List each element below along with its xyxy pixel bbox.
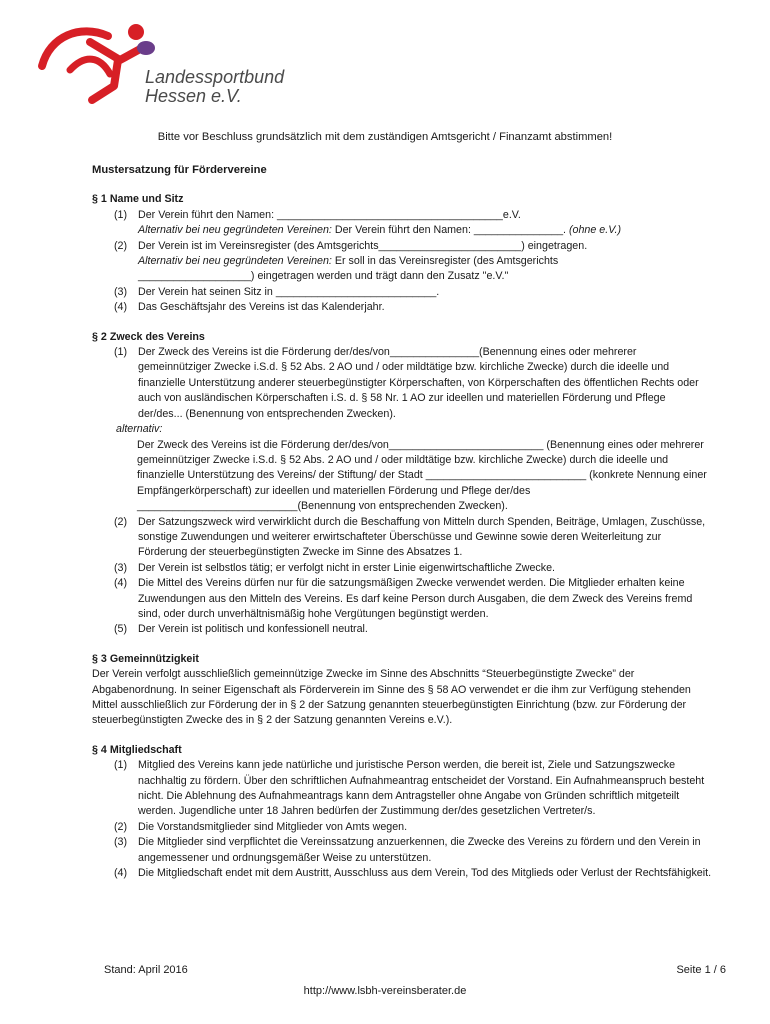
document-body [92,163,712,895]
section-heading: § 4 Mitgliedschaft [92,743,182,756]
alternative-line: Alternativ bei neu gegründeten Vereinen: Der Verein führt den Namen: _______________. (ohne e.V.) [138,224,622,237]
document-title: Mustersatzung für Fördervereine [92,164,267,176]
list-item: (5) Der Verein ist politisch und konfessionell neutral. [114,623,368,636]
logo-text [145,68,284,106]
section-text: Der Verein verfolgt ausschließlich gemeinnützige Zwecke im Sinne des Abschnitts “Steuerbegünstigte Zwecke” der Abgabenordnung. In seiner Eigenschaft als Förderverein im Sinne des § 58 AO verwendet er die ihm zur Verfügung stehenden Mittel ausschließlich zur Förderung der in § 2 der Satzung genannten steuerbegünstigten Einrichtung (bzw. zur Förderung der steuerbegünstigten Zwecke des in § 2 der Satzung genannten Vereins e.V.). [92,668,691,727]
logo-line-1: Landessportbund [145,67,285,87]
section-heading: § 1 Name und Sitz [92,193,184,206]
notice: Bitte vor Beschluss grundsätzlich mit dem zuständigen Amtsgericht / Finanzamt abstimmen! [157,131,613,143]
alternative-line: Alternativ bei neu gegründeten Vereinen: Er soll in das Vereinsregister (des Amtsgerichts [138,255,559,268]
list-item: (3) Der Verein ist selbstlos tätig; er verfolgt nicht in erster Linie eigenwirtschaftliche Zwecke. [114,561,555,574]
alternative-line: ___________________) eingetragen werden und trägt dann den Zusatz "e.V." [138,270,509,283]
list-item: (2) Die Vorstandsmitglieder sind Mitglieder von Amts wegen. [114,820,408,833]
list-item: (4) Die Mitgliedschaft endet mit dem Austritt, Ausschluss aus dem Verein, Tod des Mitglieds oder Verlust der Rechtsfähigkeit. [114,867,712,880]
list-item: (1) Der Zweck des Vereins ist die Förderung der/des/von_______________(Benennung eines oder mehrerer gemeinnütziger Zwecke i.S.d. § 52 Abs. 2 AO und / oder mildtätige bzw. kirchliche Zwecke) durch die ideelle und finanzielle Unterstützung anderer steuerbegünstigter Körperschaften, von Körperschaften des öffentlichen Rechts oder auch von ausländischen Körperschaften i.S. d. § 58 Nr. 1 AO zur ideellen und materiellen Förderung und Pflege der/des... (Benennung von entsprechenden Zwecken). [114,346,699,420]
section-heading: § 3 Gemeinnützigkeit [92,652,199,665]
list-item: (4) Die Mittel des Vereins dürfen nur für die satzungsmäßigen Zwecke verwendet werden. Die Mitglieder erhalten keine Zuwendungen aus den Mitteln des Vereins. Es darf keine Person durch Ausgaben, die dem Zweck des Vereins fremd sind, oder durch unverhältnismäßig hohe Vergütungen begünstigt werden. [114,577,693,620]
section-4 [92,743,712,882]
footer-date: Stand: April 2016 [104,964,188,976]
section-3 [92,652,712,729]
list-item: (2) Der Verein ist im Vereinsregister (des Amtsgerichts________________________) eingetragen. [114,239,588,252]
list-item: (1) Mitglied des Vereins kann jede natürliche und juristische Person werden, die bereit ist, Ziele und Satzungszwecke nachhaltig zu fördern. Über den schriftlichen Aufnahmeantrag entscheidet der Vorstand. Ein Aufnahmeanspruch besteht nicht. Die Ablehnung des Aufnahmeantrags kann dem Antragsteller ohne Angabe von Gründen schriftlich mitgeteilt werden. Jugendliche unter 18 Jahren bedürfen der Zustimmung der/des gesetzlichen Vertreter/s. [114,759,705,818]
alternative-label: alternativ: [116,423,163,436]
list-item: (3) Der Verein hat seinen Sitz in ___________________________. [114,285,440,298]
list-item: (1) Der Verein führt den Namen: ______________________________________e.V. [114,208,521,221]
section-2 [92,330,712,638]
list-item: (2) Der Satzungszweck wird verwirklicht durch die Beschaffung von Mitteln durch Spenden, Beiträge, Umlagen, Zuschüsse, sonstige Zuwendungen und weiterer erwirtschafteter Überschüsse und Gewinne sowie deren Weiterleitung zur Förderung der steuerbegünstigten Zwecke im Sinne des Absatzes 1. [114,515,706,559]
section-1 [92,192,712,315]
page-number: Seite 1 / 6 [676,964,726,976]
list-item: (3) Die Mitglieder sind verpflichtet die Vereinssatzung anzuerkennen, die Zwecke des Vereins zu fördern und den Verein in angemessener und ordnungsgemäßer Weise zu unterstützen. [114,836,701,864]
footer-link[interactable]: http://www.lsbh-vereinsberater.de [303,985,467,997]
alternative-text: Der Zweck des Vereins ist die Förderung der/des/von__________________________ (Benennung eines oder mehrerer gemeinnütziger Zwecke i.S.d. § 52 Abs. 2 AO und / oder mildtätige bzw. kirchliche Zwecke) durch die ideelle und finanzielle Unterstützung des Vereins/ der Stiftung/ der Stadt ___________________________ (konkrete Nennung einer Empfängerkörperschaft) zur ideellen und materiellen Förderung und Pflege der/des ___________________________(Benennung von entsprechenden Zwecken). [137,438,707,513]
section-heading: § 2 Zweck des Vereins [92,330,205,343]
list-item: (4) Das Geschäftsjahr des Vereins ist das Kalenderjahr. [114,301,385,314]
logo-line-2: Hessen e.V. [145,86,242,106]
